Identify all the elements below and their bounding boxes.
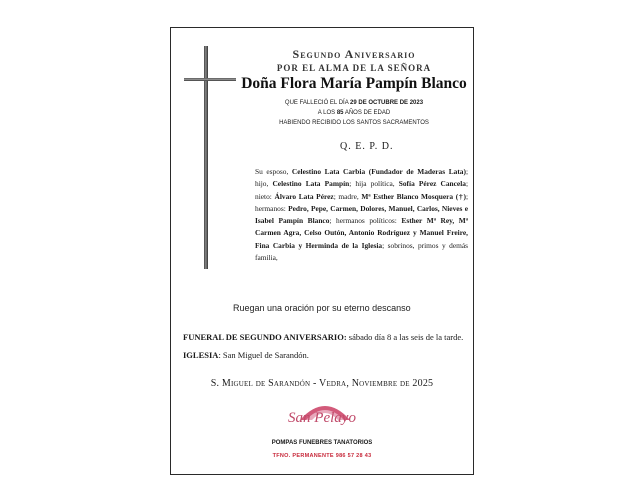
- qepd: Q. E. P. D.: [340, 141, 394, 152]
- brand-logo: San Pelayo: [288, 410, 356, 426]
- phone-line: TFNO. PERMANENTE 986 57 28 43: [272, 453, 372, 459]
- prayer-request: Ruegan una oración por su eterno descanso: [233, 303, 411, 313]
- soul-line: POR EL ALMA DE LA SEÑORA: [276, 63, 432, 73]
- age-line: A LOS 85 AÑOS DE EDAD: [317, 110, 391, 116]
- church-line: IGLESIA: San Miguel de Sarandón.: [183, 350, 309, 360]
- sacraments-line: HABIENDO RECIBIDO LOS SANTOS SACRAMENTOS: [279, 120, 429, 126]
- anniversary-title: Segundo Aniversario: [292, 47, 416, 61]
- place-date: S. Miguel de Sarandón - Vedra, Noviembre de 2025: [210, 378, 434, 389]
- age-value: 85: [336, 110, 344, 116]
- death-date-line: QUE FALLECIÓ EL DÍA 29 DE OCTUBRE DE 2023: [284, 100, 424, 106]
- family-list: Su esposo, Celestino Lata Carbia (Fundador de Maderas Lata); hijo, Celestino Lata Pampín; hija política, Sofía Pérez Cancela; nieto: Álvaro Lata Pérez; madre, Mª Esther Blanco Mosquera (†); hermanos: Pedro, Pepe, Carmen, Dolores, Manuel, Carlos, Nieves e Isabel Pampín Blanco; hermanos políticos: Esther Mª Rey, Mª Carmen Agra, Celso Outón, Antonio Rodríguez y Manuel Freire, Fina Carbia y Herminda de la Iglesia; sobrinos, primos y demás familia,: [255, 167, 469, 263]
- funeral-line: FUNERAL DE SEGUNDO ANIVERSARIO: sábado día 8 a las seis de la tarde.: [183, 332, 464, 342]
- deceased-name: Doña Flora María Pampín Blanco: [241, 75, 467, 92]
- services-line: POMPAS FUNEBRES TANATORIOS: [271, 440, 373, 446]
- death-date: 29 DE OCTUBRE DE 2023: [350, 100, 424, 106]
- cross-arm: [184, 78, 236, 81]
